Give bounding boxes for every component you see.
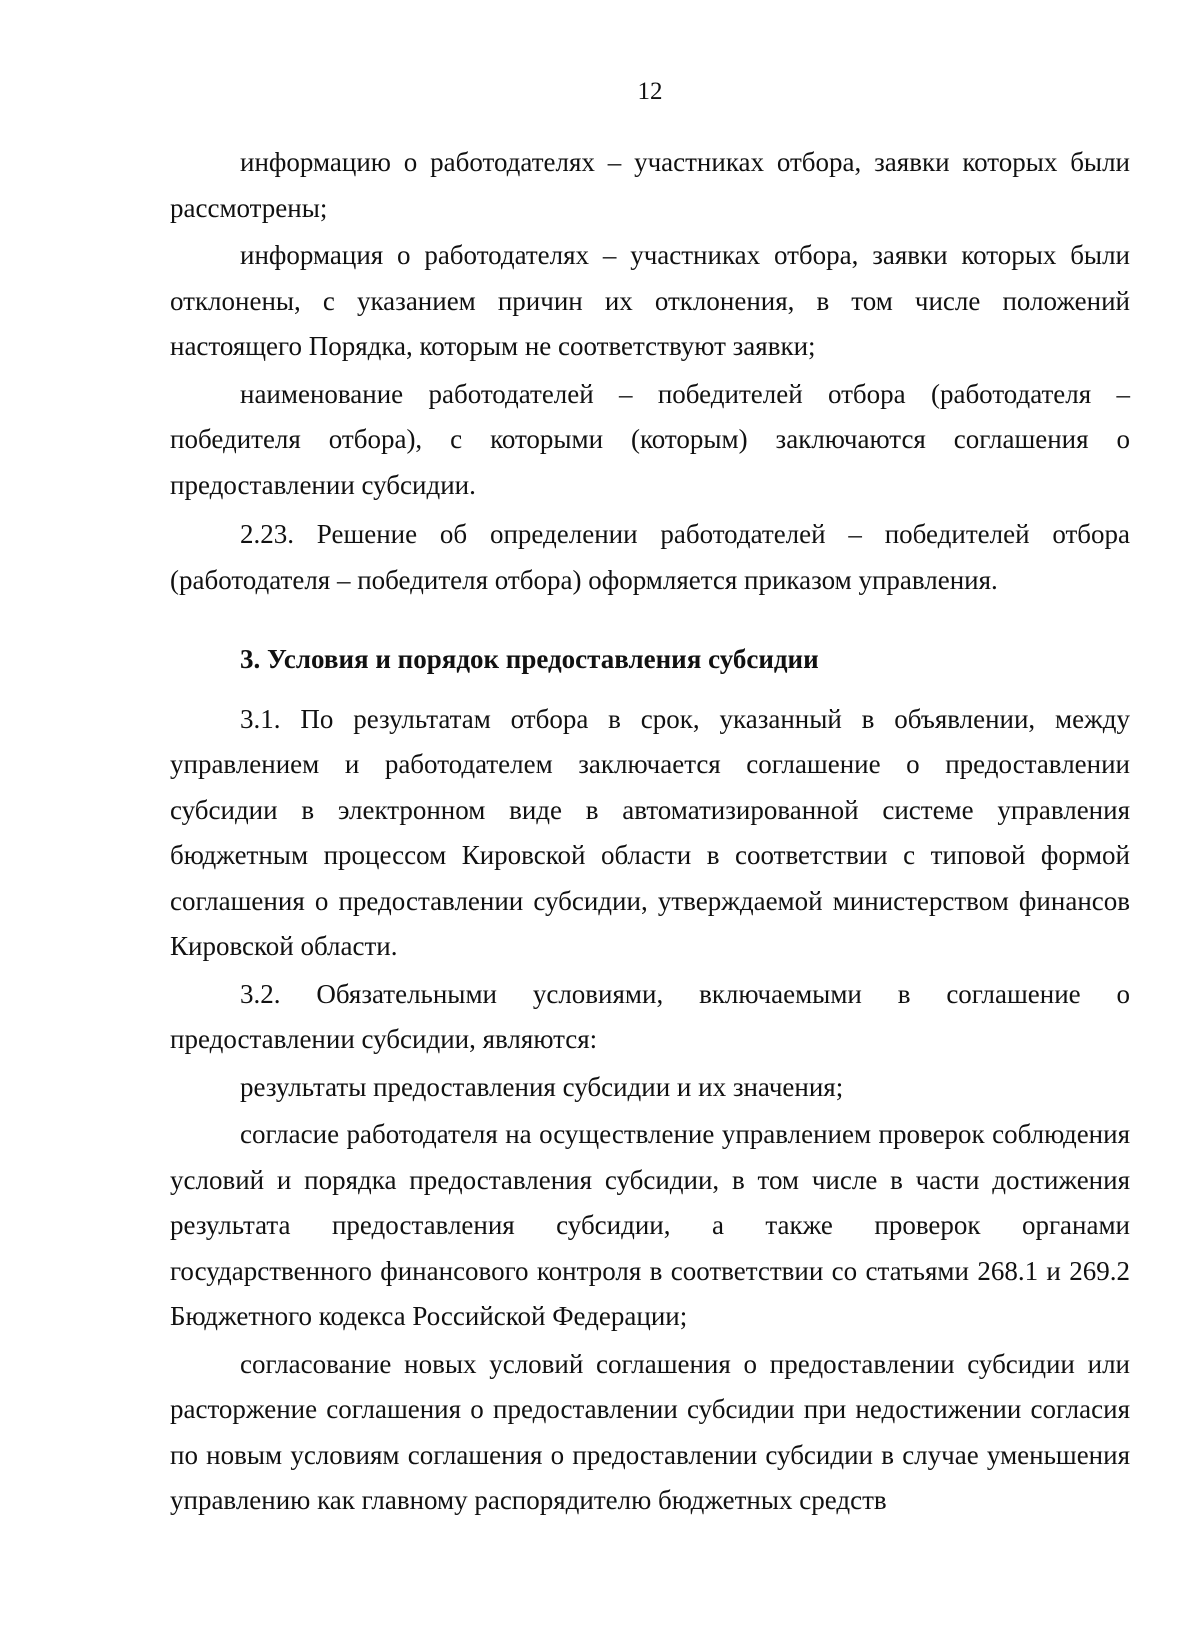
document-body — [170, 140, 1130, 1524]
paragraph-rejected-info-considered: информацию о работодателях – участниках отбора, заявки которых были рассмотрены; — [170, 147, 1130, 223]
paragraph-consent: согласие работодателя на осуществление управлением проверок соблюдения условий и порядка предоставления субсидии, в том числе в части достижения результата предоставления субсидии, а также проверок органами государственного финансового контроля в соответствии со статьями 268.1 и 269.2 Бюджетного кодекса Российской Федерации; — [170, 1119, 1130, 1331]
paragraph-3-2: 3.2. Обязательными условиями, включаемыми в соглашение о предоставлении субсидии, являются: — [170, 978, 1130, 1054]
paragraph-results: результаты предоставления субсидии и их значения; — [240, 1071, 844, 1102]
section-heading: 3. Условия и порядок предоставления субсидии — [240, 644, 819, 674]
paragraph-2-23: 2.23. Решение об определении работодателей – победителей отбора (работодателя – победителя отбора) оформляется приказом управления. — [170, 519, 1130, 595]
paragraph-winners-name: наименование работодателей – победителей отбора (работодателя – победителя отбора), с которыми (которым) заключаются соглашения о предоставлении субсидии. — [170, 378, 1130, 500]
paragraph-new-conditions: согласование новых условий соглашения о предоставлении субсидии или расторжение соглашения о предоставлении субсидии при недостижении согласия по новым условиям соглашения о предоставлении субсидии в случае уменьшения управлению как главному распорядителю бюджетных средств — [170, 1348, 1130, 1515]
page-number: 12 — [637, 78, 663, 105]
paragraph-rejected-info-declined: информация о работодателях – участниках отбора, заявки которых были отклонены, с указанием причин их отклонения, в том числе положений настоящего Порядка, которым не соответствуют заявки; — [170, 240, 1130, 361]
paragraph-3-1: 3.1. По результатам отбора в срок, указанный в объявлении, между управлением и работодателем заключается соглашение о предоставлении субсидии в электронном виде в автоматизированной системе управления бюджетным процессом Кировской области в соответствии с типовой формой соглашения о предоставлении субсидии, утверждаемой министерством финансов Кировской области. — [170, 703, 1130, 961]
